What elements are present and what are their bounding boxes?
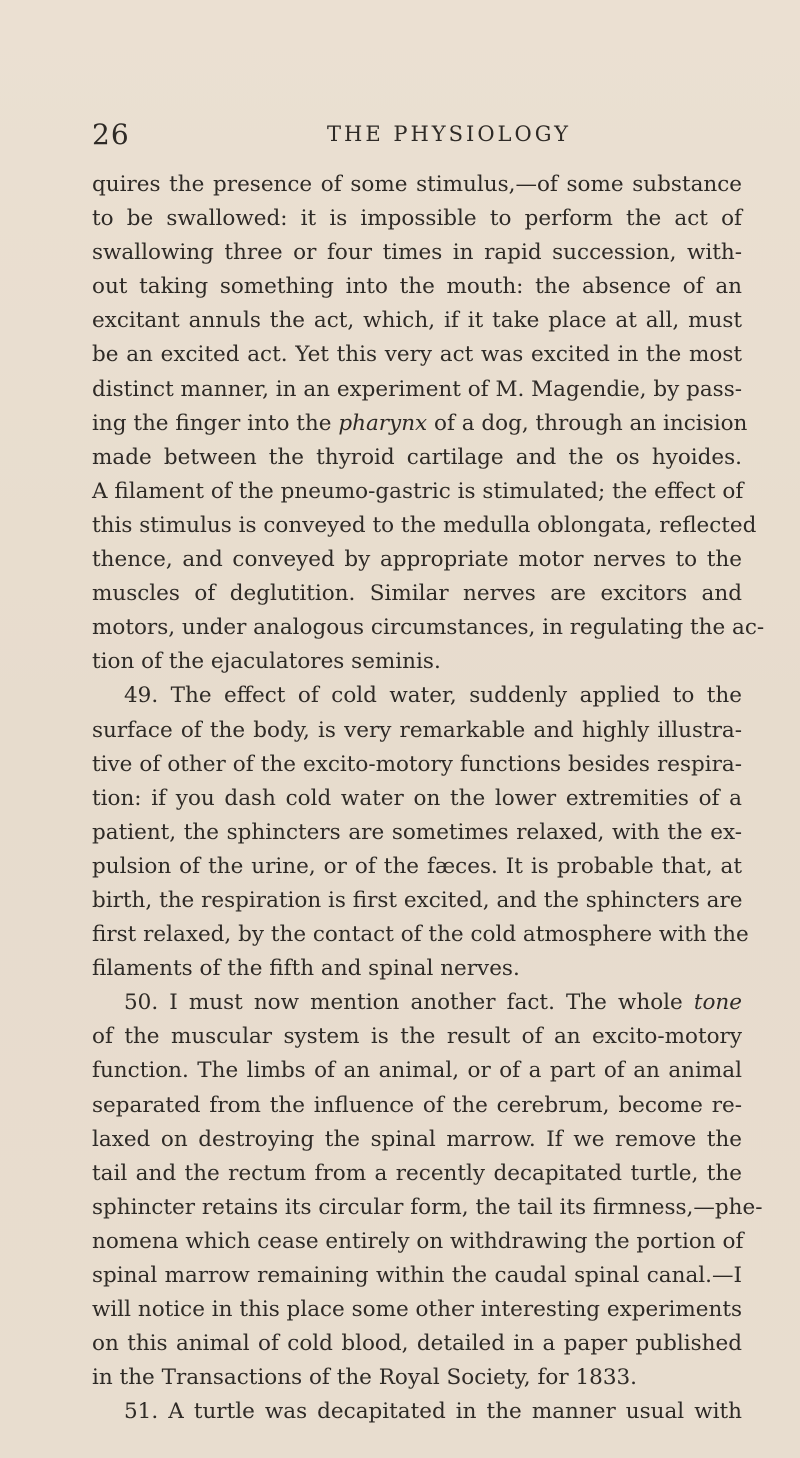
- text-line: spinal marrow remaining within the caudal spinal canal.—I: [92, 1263, 742, 1288]
- text-line: this stimulus is conveyed to the medulla oblongata, reflected: [92, 512, 757, 538]
- text-line: patient, the sphincters are sometimes relaxed, with the ex-: [92, 819, 742, 845]
- italic-term: pharynx: [338, 410, 428, 436]
- paragraph-49: [92, 679, 749, 986]
- text-line: first relaxed, by the contact of the cold atmosphere with the: [92, 922, 749, 948]
- text-line: filaments of the fifth and spinal nerves.: [92, 956, 520, 982]
- text-line: function. The limbs of an animal, or of a part of an animal: [92, 1058, 742, 1084]
- italic-term: tone: [693, 990, 742, 1016]
- page-header: [92, 118, 742, 152]
- text-line: muscles of deglutition. Similar nerves are excitors and: [92, 581, 742, 607]
- page-number: 26: [92, 118, 130, 151]
- text-line: tail and the rectum from a recently decapitated turtle, the: [92, 1160, 742, 1186]
- text-line: A filament of the pneumo-gastric is stimulated; the effect of: [92, 478, 744, 504]
- text-line: made between the thyroid cartilage and the os hyoides.: [92, 444, 742, 470]
- text-segment: ing the finger into the: [92, 410, 339, 436]
- text-line: [92, 986, 742, 1020]
- text-line: swallowing three or four times in rapid succession, with-: [92, 240, 742, 266]
- text-line: pulsion of the urine, or of the fæces. It is probable that, at: [92, 853, 742, 879]
- text-line: of the muscular system is the result of an excito-motory: [92, 1024, 742, 1050]
- text-line: will notice in this place some other interesting experiments: [92, 1297, 743, 1323]
- running-title: THE PHYSIOLOGY: [327, 122, 571, 146]
- text-line: [92, 407, 748, 441]
- paragraph-1: [92, 168, 765, 679]
- text-line: on this animal of cold blood, detailed in a paper published: [92, 1331, 742, 1357]
- text-line: 49. The effect of cold water, suddenly applied to the: [124, 683, 742, 709]
- text-line: separated from the influence of the cerebrum, become re-: [92, 1092, 742, 1118]
- text-line: tion of the ejaculatores seminis.: [92, 649, 441, 675]
- body-text: [92, 168, 765, 1429]
- text-line: distinct manner, in an experiment of M. Magendie, by pass-: [92, 376, 743, 402]
- text-line: thence, and conveyed by appropriate motor nerves to the: [92, 547, 742, 573]
- text-line: tion: if you dash cold water on the lower extremities of a: [92, 785, 742, 811]
- text-line: laxed on destroying the spinal marrow. If we remove the: [92, 1126, 742, 1152]
- paragraph-50: [92, 986, 763, 1395]
- text-line: nomena which cease entirely on withdrawing the portion of: [92, 1228, 744, 1254]
- text-line: birth, the respiration is first excited, and the sphincters are: [92, 887, 743, 913]
- text-line: out taking something into the mouth: the absence of an: [92, 274, 742, 300]
- text-line: motors, under analogous circumstances, in regulating the ac-: [92, 615, 765, 641]
- text-line: to be swallowed: it is impossible to perform the act of: [92, 206, 742, 232]
- text-segment: 50. I must now mention another fact. The whole: [124, 990, 694, 1016]
- text-line: excitant annuls the act, which, if it take place at all, must: [92, 308, 742, 334]
- text-line: be an excited act. Yet this very act was excited in the most: [92, 342, 742, 368]
- text-line: tive of other of the excito-motory functions besides respira-: [92, 751, 742, 777]
- text-line: quires the presence of some stimulus,—of some substance: [92, 172, 742, 197]
- text-line: sphincter retains its circular form, the tail its firmness,—phe-: [92, 1194, 763, 1220]
- paragraph-51: [92, 1395, 742, 1429]
- text-line: surface of the body, is very remarkable and highly illustra-: [92, 717, 742, 743]
- text-segment: of a dog, through an incision: [427, 410, 748, 436]
- text-line: 51. A turtle was decapitated in the manner usual with: [124, 1399, 742, 1425]
- text-line: in the Transactions of the Royal Society, for 1833.: [92, 1365, 638, 1391]
